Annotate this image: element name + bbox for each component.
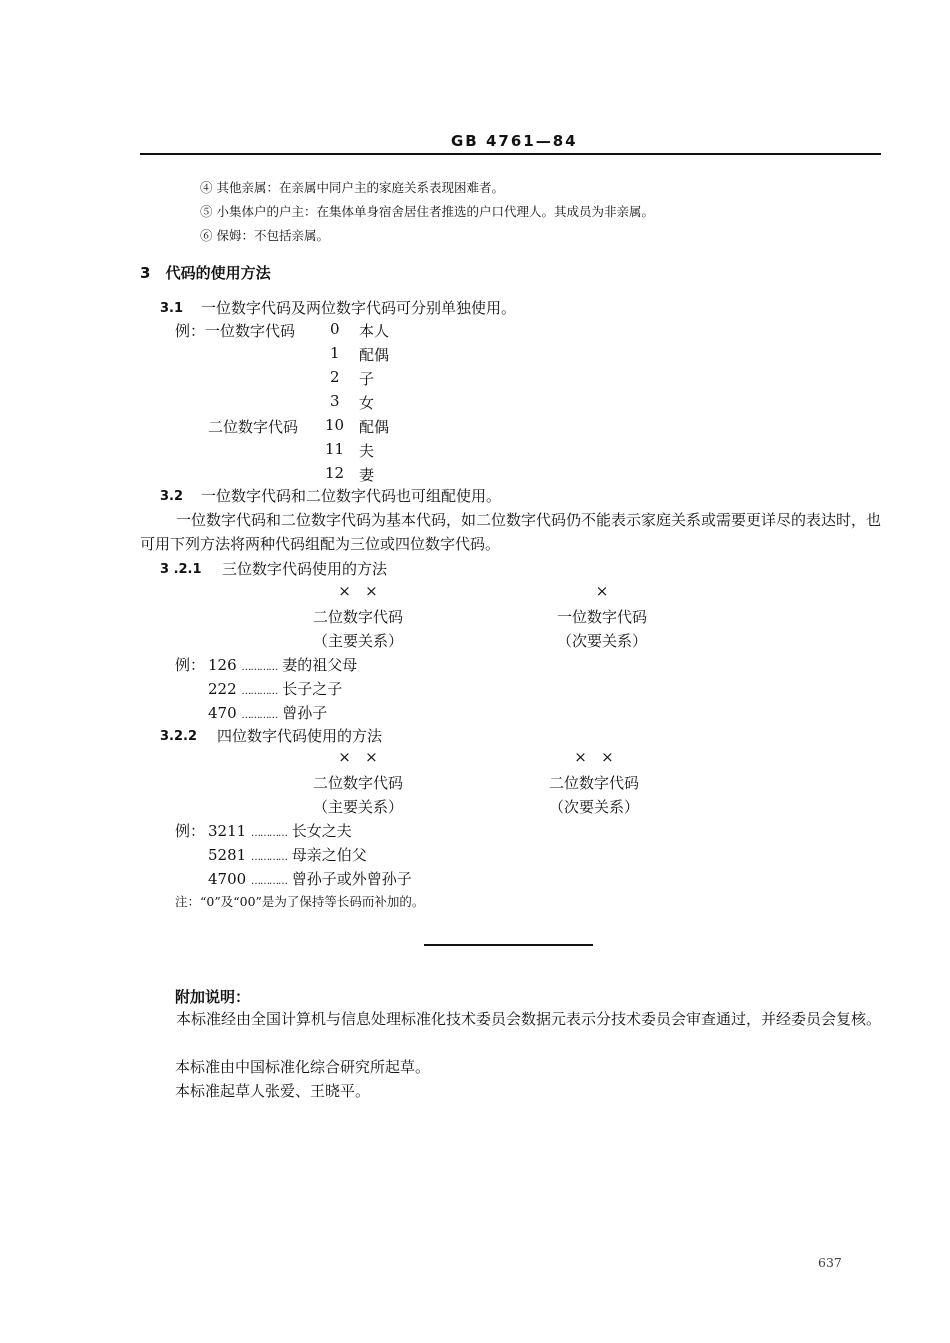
section-3-2-2-text: 四位数字代码使用的方法 [217, 727, 383, 745]
code-2-name: 子 [359, 370, 375, 388]
code-10: 10 [325, 416, 345, 434]
example-dots: ………… [241, 686, 278, 697]
note-6: ⑥ 保姆：不包括亲属。 [200, 228, 329, 243]
example-meaning: 母亲之伯父 [291, 846, 367, 864]
header-rule [140, 153, 881, 155]
appendix-para-2: 本标准由中国标准化综合研究所起草。 [175, 1058, 431, 1076]
example-3211 [208, 820, 352, 841]
example-dots: ………… [250, 828, 287, 839]
code-1-name: 配偶 [359, 346, 390, 364]
four-digit-left-sub: （主要关系） [312, 798, 403, 816]
appendix-para-1: 本标准经由全国计算机与信息处理标准化技术委员会数据元表示分技术委员会审查通过，并经委员会复核。 [176, 1010, 882, 1028]
section-3-1-text: 一位数字代码及两位数字代码可分别单独使用。 [201, 299, 517, 317]
three-digit-left-sub: （主要关系） [312, 632, 403, 650]
four-digit-right-sub: （次要关系） [548, 798, 639, 816]
code-3-name: 女 [359, 394, 375, 412]
note-4: ④ 其他亲属：在亲属中同户主的家庭关系表现困难者。 [200, 180, 504, 195]
section-3-2-2-number: 3.2.2 [160, 729, 198, 744]
example-dots: ………… [250, 852, 287, 863]
section-3-2-paragraph: 一位数字代码和二位数字代码为基本代码，如二位数字代码仍不能表示家庭关系或需要更详尽的表达时，也可用下列方法将两种代码组配为三位或四位数字代码。 [140, 511, 882, 553]
example-code: 222 [208, 680, 237, 698]
example-code: 5281 [208, 846, 247, 864]
example-code: 126 [208, 656, 237, 674]
example-meaning: 曾孙子 [282, 704, 328, 722]
example-4700 [208, 868, 412, 889]
four-digit-left-marks: × × [338, 748, 378, 766]
section-3-2-text: 一位数字代码和二位数字代码也可组配使用。 [201, 487, 502, 505]
code-0: 0 [330, 320, 340, 338]
example-5281 [208, 844, 367, 865]
three-digit-right-label: 一位数字代码 [556, 608, 647, 626]
example-470 [208, 702, 327, 723]
code-12-name: 妻 [359, 466, 375, 484]
appendix-para-3: 本标准起草人张爱、王晓平。 [175, 1082, 371, 1100]
page-number: 637 [818, 1255, 842, 1270]
three-digit-right-marks: × [595, 582, 609, 600]
example-meaning: 曾孙子或外曾孙子 [291, 870, 412, 888]
example-meaning: 长子之子 [282, 680, 343, 698]
section-3-title: 代码的使用方法 [165, 264, 271, 282]
example-222 [208, 678, 342, 699]
example-prefix-4digit: 例： [175, 822, 206, 840]
example-126 [208, 654, 357, 675]
four-digit-right-marks: × × [574, 748, 614, 766]
section-divider [424, 944, 593, 946]
example-prefix-3digit: 例： [175, 656, 206, 674]
three-digit-left-marks: × × [338, 582, 378, 600]
example-code: 470 [208, 704, 237, 722]
padding-note: 注：“0”及“00”是为了保持等长码而补加的。 [175, 894, 425, 909]
example-code: 4700 [208, 870, 247, 888]
example-two-digit-label: 二位数字代码 [208, 418, 299, 436]
section-3-1-number: 3.1 [160, 301, 184, 316]
section-3-2-1-text: 三位数字代码使用的方法 [222, 560, 388, 578]
code-3: 3 [330, 392, 340, 410]
four-digit-left-label: 二位数字代码 [312, 774, 403, 792]
code-11-name: 夫 [359, 442, 375, 460]
section-3-2-number: 3.2 [160, 489, 184, 504]
code-11: 11 [325, 440, 345, 458]
section-3-heading [140, 262, 271, 283]
example-dots: ………… [250, 876, 287, 887]
section-3-number: 3 [140, 264, 151, 282]
section-3-2-1-number: 3 .2.1 [160, 562, 202, 577]
example-code: 3211 [208, 822, 247, 840]
code-12: 12 [325, 464, 345, 482]
example-dots: ………… [241, 662, 278, 673]
code-1: 1 [330, 344, 340, 362]
four-digit-right-label: 二位数字代码 [548, 774, 639, 792]
standard-id: GB 4761—84 [451, 132, 578, 150]
example-dots: ………… [241, 710, 278, 721]
code-0-name: 本人 [359, 322, 390, 340]
three-digit-right-sub: （次要关系） [556, 632, 647, 650]
example-one-digit-label: 例：一位数字代码 [175, 322, 296, 340]
appendix-title: 附加说明： [175, 988, 251, 1006]
note-5: ⑤ 小集体户的户主：在集体单身宿舍居住者推选的户口代理人。其成员为非亲属。 [200, 204, 654, 219]
code-2: 2 [330, 368, 340, 386]
example-meaning: 长女之夫 [291, 822, 352, 840]
code-10-name: 配偶 [359, 418, 390, 436]
three-digit-left-label: 二位数字代码 [312, 608, 403, 626]
example-meaning: 妻的祖父母 [282, 656, 358, 674]
